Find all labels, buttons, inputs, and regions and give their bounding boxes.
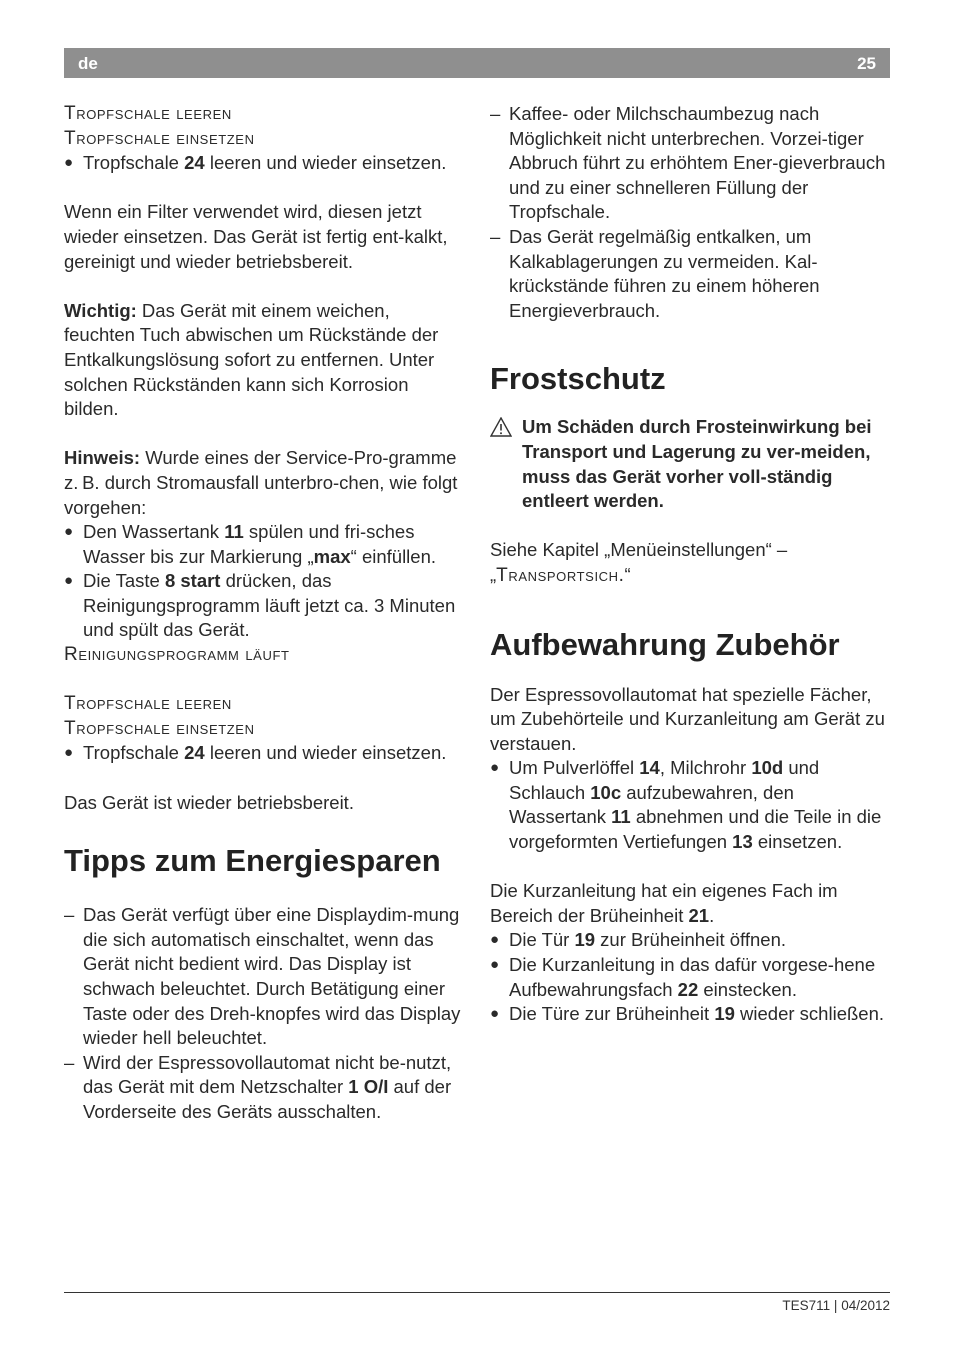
list-item: – Das Gerät verfügt über eine Displaydim-mung die sich automatisch einschaltet, wenn das Gerät nicht bedient wird. Das Display ist schwach beleuchtet. Durch Betätigung einer Taste oder des Dreh-knopfes wird das Display wieder hell beleuchtet. xyxy=(64,903,464,1051)
warning-triangle-icon xyxy=(490,417,512,444)
page-number: 25 xyxy=(857,54,876,73)
display-text: Tropfschale leeren xyxy=(64,693,232,715)
section-heading-aufbewahrung: Aufbewahrung Zubehör xyxy=(490,626,840,662)
paragraph: Hinweis: Wurde eines der Service-Pro-gramme z. B. durch Stromausfall unterbro-chen, wie folgt vorgehen: xyxy=(64,447,458,518)
footer-divider xyxy=(64,1292,890,1293)
list-item: ● Um Pulverlöffel 14, Milchrohr 10d und Schlauch 10c aufzubewahren, den Wassertank 11 abnehmen und die Teile in die vorgeformten Vertiefungen 13 einsetzen. xyxy=(490,756,890,854)
display-text: Tropfschale einsetzen xyxy=(64,717,255,739)
display-text: Tropfschale einsetzen xyxy=(64,127,255,149)
list-item: ● Die Taste 8 start drücken, das Reinigungsprogramm läuft jetzt ca. 3 Minuten und spült das Gerät. xyxy=(64,569,464,643)
paragraph: Der Espressovollautomat hat spezielle Fächer, um Zubehörteile und Kurzanleitung am Gerät zu verstauen. xyxy=(490,683,885,754)
list-item: ● Den Wassertank 11 spülen und fri-sches Wasser bis zur Markierung „max“ einfüllen. xyxy=(64,520,464,569)
right-column xyxy=(490,102,890,1027)
paragraph: Siehe Kapitel „Menüeinstellungen“ – xyxy=(490,539,788,561)
list-item: – Wird der Espressovollautomat nicht be-nutzt, das Gerät mit dem Netzschalter 1 O/I auf der Vorderseite des Geräts ausschalten. xyxy=(64,1051,464,1125)
warning-note: Um Schäden durch Frosteinwirkung bei Transport und Lagerung zu ver-meiden, muss das Gerät vorher voll-ständig entleert werden. xyxy=(490,415,890,513)
list-item: ● Die Türe zur Brüheinheit 19 wieder schließen. xyxy=(490,1002,890,1027)
list-item: – Das Gerät regelmäßig entkalken, um Kalkablagerungen zu vermeiden. Kal-krückstände führen zu einem höheren Energieverbrauch. xyxy=(490,225,890,323)
paragraph: Die Kurzanleitung hat ein eigenes Fach im Bereich der Brüheinheit 21. xyxy=(490,880,838,926)
language-label: de xyxy=(78,54,98,73)
display-text: Reinigungsprogramm läuft xyxy=(64,644,290,666)
list-item: – Kaffee- oder Milchschaumbezug nach Möglichkeit nicht unterbrechen. Vorzei-tiger Abbruch führt zu erhöhtem Ener-gieverbrauch und zu einer schnelleren Füllung der Tropfschale. xyxy=(490,102,890,225)
paragraph: Wenn ein Filter verwendet wird, diesen jetzt wieder einsetzen. Das Gerät ist fertig ent-kalkt, gereinigt und wieder betriebsbereit. xyxy=(64,201,448,272)
paragraph: „Transportsich.“ xyxy=(490,563,631,586)
left-column xyxy=(64,102,464,1125)
list-item: ● Tropfschale 24 leeren und wieder einsetzen. xyxy=(64,151,464,176)
footer-text: TES711 | 04/2012 xyxy=(782,1298,890,1313)
section-heading-frostschutz: Frostschutz xyxy=(490,361,666,397)
paragraph: Wichtig: Das Gerät mit einem weichen, feuchten Tuch abwischen um Rückstände der Entkalkungslösung sofort zu entfernen. Unter solchen Rückständen kann sich Korrosion bilden. xyxy=(64,299,439,420)
display-text: Tropfschale leeren xyxy=(64,103,232,124)
section-heading-tipps: Tipps zum Energiesparen xyxy=(64,843,441,879)
paragraph: Das Gerät ist wieder betriebsbereit. xyxy=(64,791,354,813)
list-item: ● Tropfschale 24 leeren und wieder einsetzen. xyxy=(64,741,464,766)
list-item: ● Die Tür 19 zur Brüheinheit öffnen. xyxy=(490,928,890,953)
page-header xyxy=(64,48,890,78)
list-item: ● Die Kurzanleitung in das dafür vorgese-hene Aufbewahrungsfach 22 einstecken. xyxy=(490,953,890,1002)
